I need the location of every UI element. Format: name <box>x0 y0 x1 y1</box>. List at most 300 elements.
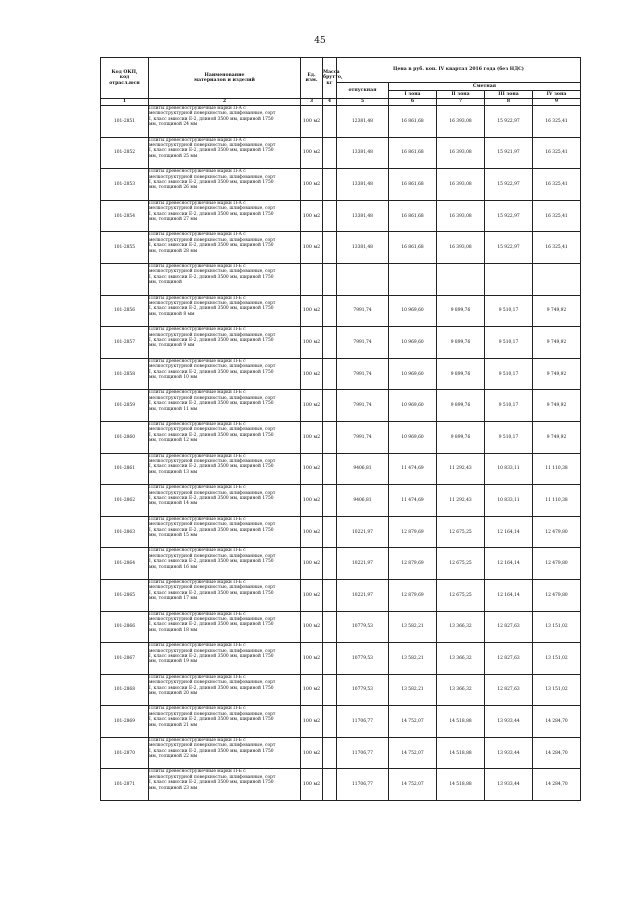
row-price-otpusk: 11706,77 <box>337 769 389 801</box>
row-name-line: Плиты древесностружечные марки П-Б с <box>149 485 246 491</box>
row-name-line: мм, толщиной 15 мм <box>149 532 198 538</box>
row-mass <box>323 390 337 422</box>
table-row <box>101 421 581 453</box>
table-row <box>101 579 581 611</box>
row-name-line: мм, толщиной 16 мм <box>149 564 198 570</box>
row-price-zone-4: 9 749,92 <box>533 327 581 359</box>
row-name-line: I, класс эмиссии Е-2, длиной 3500 мм, шириной 1750 <box>149 432 274 438</box>
row-price-zone-3: 15 921,97 <box>485 137 533 169</box>
row-name <box>149 737 301 769</box>
table-row <box>101 643 581 675</box>
row-name-line: Плиты древесностружечные марки П-Б с <box>149 674 246 680</box>
row-code: 101-2870 <box>101 737 149 769</box>
row-price-zone-4: 9 749,92 <box>533 390 581 422</box>
row-name-line: I, класс эмиссии Е-2, длиной 3500 мм, шириной 1750 <box>149 337 274 343</box>
col-number: 4 <box>323 99 337 106</box>
row-price-zone-2: 11 292,43 <box>437 485 485 517</box>
row-code: 101-2856 <box>101 295 149 327</box>
row-name-line: мм, толщиной 17 мм <box>149 596 198 602</box>
row-name-line: мелкоструктурной поверхностью, шлифованные, сорт <box>149 490 276 496</box>
row-code: 101-2864 <box>101 548 149 580</box>
row-name-line: Плиты древесностружечные марки П-А с <box>149 169 246 175</box>
row-name-line: Плиты древесностружечные марки П-Б с <box>149 516 246 522</box>
row-unit: 100 м2 <box>301 611 323 643</box>
row-name <box>149 327 301 359</box>
table-row <box>101 263 581 295</box>
row-name <box>149 548 301 580</box>
row-unit: 100 м2 <box>301 327 323 359</box>
header-otpusknaya: отпускная <box>337 83 389 99</box>
row-name-line: Плиты древесностружечные марки П-Б с <box>149 327 246 333</box>
table-row <box>101 137 581 169</box>
row-price-otpusk: 10779,53 <box>337 674 389 706</box>
row-code: 101-2853 <box>101 169 149 201</box>
row-name-line: Плиты древесностружечные марки П-Б с <box>149 769 246 775</box>
row-price-zone-1: 16 861,68 <box>389 200 437 232</box>
row-code: 101-2861 <box>101 453 149 485</box>
row-price-otpusk: 9406,81 <box>337 453 389 485</box>
row-price-zone-4: 14 284,70 <box>533 706 581 738</box>
row-price-zone-3: 13 933,44 <box>485 706 533 738</box>
row-name <box>149 263 301 295</box>
row-price-zone-1: 13 582,21 <box>389 611 437 643</box>
row-mass <box>323 453 337 485</box>
row-price-zone-3: 12 164,14 <box>485 516 533 548</box>
row-unit: 100 м2 <box>301 169 323 201</box>
row-name-line: мм, толщиной 14 мм <box>149 501 198 507</box>
row-code: 101-2859 <box>101 390 149 422</box>
row-price-zone-3: 10 833,11 <box>485 453 533 485</box>
row-name-line: Плиты древесностружечные марки П-Б с <box>149 421 246 427</box>
row-name-line: мм, толщиной 12 мм <box>149 438 198 444</box>
row-code: 101-2867 <box>101 643 149 675</box>
row-price-otpusk: 13381,48 <box>337 200 389 232</box>
header-zone-1: I зона <box>389 91 437 99</box>
row-price-zone-4: 12 479,80 <box>533 516 581 548</box>
table-row <box>101 358 581 390</box>
row-name-line: мм, толщиной 13 мм <box>149 469 198 475</box>
row-name-line: мм, толщиной 20 мм <box>149 690 198 696</box>
row-unit: 100 м2 <box>301 358 323 390</box>
row-price-zone-2: 9 899,76 <box>437 421 485 453</box>
row-mass <box>323 232 337 264</box>
row-mass <box>323 706 337 738</box>
row-price-zone-4: 16 325,41 <box>533 169 581 201</box>
row-name-line: Плиты древесностружечные марки П-Б с <box>149 579 246 585</box>
row-mass <box>323 106 337 138</box>
row-price-zone-4: 9 749,92 <box>533 358 581 390</box>
row-price-zone-4: 9 749,92 <box>533 421 581 453</box>
row-name <box>149 232 301 264</box>
row-price-otpusk: 7991,74 <box>337 327 389 359</box>
row-name <box>149 453 301 485</box>
row-name-line: I, класс эмиссии Е-2, длиной 3500 мм, шириной 1750 <box>149 653 274 659</box>
row-name <box>149 200 301 232</box>
row-name-line: мм, толщиной 21 мм <box>149 722 198 728</box>
row-name <box>149 295 301 327</box>
row-price-zone-4: 16 325,41 <box>533 106 581 138</box>
row-name-line: I, класс эмиссии Е-2, длиной 3500 мм, шириной 1750 <box>149 243 274 249</box>
row-price-zone-4: 12 479,80 <box>533 579 581 611</box>
row-price-zone-4: 11 110,38 <box>533 485 581 517</box>
row-price-zone-2: 13 366,32 <box>437 674 485 706</box>
row-price-otpusk: 7991,74 <box>337 295 389 327</box>
row-name <box>149 643 301 675</box>
row-name <box>149 485 301 517</box>
row-price-zone-2: 16 393,08 <box>437 169 485 201</box>
row-unit: 100 м2 <box>301 769 323 801</box>
row-name-line: мм, толщиной 26 мм <box>149 185 198 191</box>
row-name-line: Плиты древесностружечные марки П-Б с <box>149 390 246 396</box>
table-row <box>101 453 581 485</box>
row-price-zone-1: 10 969,60 <box>389 327 437 359</box>
table-row <box>101 169 581 201</box>
row-name-line: I, класс эмиссии Е-2, длиной 3500 мм, шириной 1750 <box>149 780 274 786</box>
row-unit: 100 м2 <box>301 106 323 138</box>
row-mass <box>323 579 337 611</box>
row-name-line: Плиты древесностружечные марки П-Б с <box>149 611 246 617</box>
row-name-line: мелкоструктурной поверхностью, шлифованные, сорт <box>149 111 276 117</box>
row-price-zone-2: 16 393,08 <box>437 106 485 138</box>
row-price-otpusk: 11706,77 <box>337 737 389 769</box>
row-name <box>149 358 301 390</box>
row-price-otpusk: 11706,77 <box>337 706 389 738</box>
row-name-line: I, класс эмиссии Е-2, длиной 3500 мм, шириной 1750 <box>149 274 274 280</box>
row-name-line: мм, толщиной 24 мм <box>149 122 198 128</box>
row-price-zone-2: 13 366,32 <box>437 611 485 643</box>
row-price-zone-2: 11 292,43 <box>437 453 485 485</box>
table-row <box>101 737 581 769</box>
page-number: 45 <box>314 36 326 46</box>
row-code: 101-2869 <box>101 706 149 738</box>
row-name <box>149 106 301 138</box>
row-code: 101-2868 <box>101 674 149 706</box>
row-code: 101-2858 <box>101 358 149 390</box>
row-unit: 100 м2 <box>301 390 323 422</box>
col-number: 2 <box>149 99 301 106</box>
row-name-line: I, класс эмиссии Е-2, длиной 3500 мм, шириной 1750 <box>149 495 274 501</box>
row-unit: 100 м2 <box>301 737 323 769</box>
row-name <box>149 516 301 548</box>
row-price-zone-1: 10 969,60 <box>389 421 437 453</box>
row-name-line: Плиты древесностружечные марки П-А с <box>149 232 246 238</box>
table-row <box>101 327 581 359</box>
row-price-zone-3: 12 827,63 <box>485 674 533 706</box>
header-code: Код ОКП, код отрасл.юсн <box>101 58 149 99</box>
row-name-line: мм, толщиной 23 мм <box>149 785 198 791</box>
table-row <box>101 232 581 264</box>
row-price-zone-3: 9 510,17 <box>485 390 533 422</box>
row-name-line: Плиты древесностружечные марки П-Б с <box>149 706 246 712</box>
table-row <box>101 516 581 548</box>
row-price-zone-4: 16 325,41 <box>533 137 581 169</box>
row-price-zone-4: 9 749,92 <box>533 295 581 327</box>
row-price-zone-1: 14 752,07 <box>389 769 437 801</box>
row-price-zone-2: 12 675,25 <box>437 516 485 548</box>
row-name-line: мелкоструктурной поверхностью, шлифованные, сорт <box>149 395 276 401</box>
table-row <box>101 611 581 643</box>
row-mass <box>323 421 337 453</box>
row-price-zone-1: 16 861,68 <box>389 137 437 169</box>
row-name-line: мелкоструктурной поверхностью, шлифованные, сорт <box>149 711 276 717</box>
row-name-line: мелкоструктурной поверхностью, шлифованные, сорт <box>149 427 276 433</box>
row-name-line: мелкоструктурной поверхностью, шлифованные, сорт <box>149 174 276 180</box>
row-price-zone-3: 12 164,14 <box>485 579 533 611</box>
row-mass <box>323 769 337 801</box>
header-zone-3: III зона <box>485 91 533 99</box>
row-mass <box>323 737 337 769</box>
row-price-zone-2 <box>437 263 485 295</box>
row-name-line: мм, толщиной 10 мм <box>149 374 198 380</box>
row-name-line: I, класс эмиссии Е-2, длиной 3500 мм, шириной 1750 <box>149 148 274 154</box>
row-price-zone-1: 16 861,68 <box>389 169 437 201</box>
row-unit: 100 м2 <box>301 674 323 706</box>
row-name-line: I, класс эмиссии Е-2, длиной 3500 мм, шириной 1750 <box>149 180 274 185</box>
row-name-line: мм, толщиной 25 мм <box>149 153 198 159</box>
row-mass <box>323 643 337 675</box>
row-name-line: Плиты древесностружечные марки П-Б с <box>149 295 246 301</box>
row-name-line: I, класс эмиссии Е-2, длиной 3500 мм, шириной 1750 <box>149 590 274 596</box>
row-code <box>101 263 149 295</box>
row-price-otpusk: 7991,74 <box>337 358 389 390</box>
row-price-zone-3: 9 510,17 <box>485 358 533 390</box>
row-price-zone-3: 9 510,17 <box>485 327 533 359</box>
row-name-line: мелкоструктурной поверхностью, шлифованные, сорт <box>149 648 276 654</box>
row-price-zone-4: 14 284,70 <box>533 737 581 769</box>
row-name <box>149 169 301 201</box>
row-price-zone-2: 13 366,32 <box>437 643 485 675</box>
row-name-line: I, класс эмиссии Е-2, длиной 3500 мм, шириной 1750 <box>149 685 274 691</box>
row-name-line: мелкоструктурной поверхностью, шлифованные, сорт <box>149 585 276 591</box>
row-name-line: мм, толщиной 18 мм <box>149 627 198 633</box>
row-name-line: мм, толщиной 19 мм <box>149 659 198 665</box>
col-number: 6 <box>389 99 437 106</box>
row-code: 101-2855 <box>101 232 149 264</box>
row-mass <box>323 611 337 643</box>
row-price-zone-3: 15 922,97 <box>485 106 533 138</box>
row-name-line: мелкоструктурной поверхностью, шлифованные, сорт <box>149 458 276 464</box>
row-name <box>149 769 301 801</box>
row-name-line: I, класс эмиссии Е-2, длиной 3500 мм, шириной 1750 <box>149 401 274 407</box>
row-price-otpusk: 12381,48 <box>337 106 389 138</box>
row-price-zone-2: 9 899,76 <box>437 327 485 359</box>
row-name-line: Плиты древесностружечные марки П-А с <box>149 137 246 143</box>
col-number: 5 <box>337 99 389 106</box>
header-mass: Масса брутто, кг <box>323 58 337 99</box>
row-name-line: I, класс эмиссии Е-2, длиной 3500 мм, шириной 1750 <box>149 559 274 565</box>
row-price-zone-2: 9 899,76 <box>437 390 485 422</box>
row-price-zone-3: 12 827,63 <box>485 643 533 675</box>
row-price-zone-3: 15 922,97 <box>485 200 533 232</box>
row-unit: 100 м2 <box>301 232 323 264</box>
row-price-otpusk <box>337 263 389 295</box>
row-price-zone-4: 12 479,80 <box>533 548 581 580</box>
row-price-otpusk: 13381,48 <box>337 169 389 201</box>
row-name-line: мелкоструктурной поверхностью, шлифованные, сорт <box>149 680 276 686</box>
row-code: 101-2862 <box>101 485 149 517</box>
col-number: 7 <box>437 99 485 106</box>
header-zone-4: IV зона <box>533 91 581 99</box>
row-price-zone-1: 11 474,69 <box>389 485 437 517</box>
row-price-zone-2: 14 518,88 <box>437 769 485 801</box>
row-name-line: мм, толщиной 27 мм <box>149 217 198 222</box>
row-name-line: мм, толщиной 28 мм <box>149 248 198 254</box>
row-unit: 100 м2 <box>301 706 323 738</box>
row-price-zone-3: 15 922,97 <box>485 232 533 264</box>
row-name-line: I, класс эмиссии Е-2, длиной 3500 мм, шириной 1750 <box>149 464 274 470</box>
row-name-line: Плиты древесностружечные марки П-Б с <box>149 643 246 649</box>
row-price-otpusk: 10221,97 <box>337 516 389 548</box>
row-price-otpusk: 10221,97 <box>337 548 389 580</box>
row-name-line: мм, толщиной 11 мм <box>149 406 198 412</box>
row-name-line: Плиты древесностружечные марки П-Б с <box>149 737 246 743</box>
row-price-zone-1: 10 969,60 <box>389 295 437 327</box>
row-code: 101-2860 <box>101 421 149 453</box>
row-price-otpusk: 10779,53 <box>337 643 389 675</box>
row-mass <box>323 516 337 548</box>
row-price-zone-4: 16 325,41 <box>533 232 581 264</box>
row-name-line: мелкоструктурной поверхностью, шлифованные, сорт <box>149 237 276 243</box>
row-code: 101-2857 <box>101 327 149 359</box>
row-name-line: I, класс эмиссии Е-2, длиной 3500 мм, шириной 1750 <box>149 622 274 628</box>
row-price-zone-2: 12 675,25 <box>437 548 485 580</box>
row-price-zone-3: 9 510,17 <box>485 421 533 453</box>
header-zone-2: II зона <box>437 91 485 99</box>
row-price-zone-2: 9 899,76 <box>437 295 485 327</box>
row-name <box>149 611 301 643</box>
row-name <box>149 579 301 611</box>
row-name-line: мм, толщиной 8 мм <box>149 311 195 317</box>
row-price-otpusk: 13381,48 <box>337 137 389 169</box>
row-price-zone-1: 10 969,60 <box>389 358 437 390</box>
row-name-line: мелкоструктурной поверхностью, шлифованные, сорт <box>149 743 276 749</box>
col-number: 8 <box>485 99 533 106</box>
row-price-zone-4: 13 151,02 <box>533 643 581 675</box>
row-mass <box>323 169 337 201</box>
table-row <box>101 769 581 801</box>
row-name-line: Плиты древесностружечные марки П-А с <box>149 106 246 111</box>
row-name-line: Плиты древесностружечные марки П-Б с <box>149 263 246 269</box>
row-name-line: мм, толщиной 22 мм <box>149 754 198 760</box>
table-row <box>101 485 581 517</box>
row-price-zone-3: 10 833,11 <box>485 485 533 517</box>
row-mass <box>323 485 337 517</box>
row-mass <box>323 137 337 169</box>
header-smetnaya: Сметная <box>389 83 581 91</box>
row-unit: 100 м2 <box>301 485 323 517</box>
row-name <box>149 674 301 706</box>
row-code: 101-2865 <box>101 579 149 611</box>
row-price-zone-3: 9 510,17 <box>485 295 533 327</box>
row-price-zone-3: 12 164,14 <box>485 548 533 580</box>
row-price-otpusk: 10779,53 <box>337 611 389 643</box>
header-name: Наименование материалов и изделий <box>149 58 301 99</box>
row-name <box>149 390 301 422</box>
row-price-zone-4: 16 325,41 <box>533 200 581 232</box>
row-unit: 100 м2 <box>301 579 323 611</box>
row-price-zone-1: 16 861,68 <box>389 232 437 264</box>
row-price-zone-2: 14 518,88 <box>437 706 485 738</box>
row-name <box>149 137 301 169</box>
row-name-line: мелкоструктурной поверхностью, шлифованные, сорт <box>149 364 276 370</box>
row-mass <box>323 358 337 390</box>
col-number: 9 <box>533 99 581 106</box>
row-price-zone-3: 13 933,44 <box>485 769 533 801</box>
row-name-line: мелкоструктурной поверхностью, шлифованные, сорт <box>149 774 276 780</box>
row-price-zone-4: 14 284,70 <box>533 769 581 801</box>
row-mass <box>323 327 337 359</box>
row-name-line: I, класс эмиссии Е-2, длиной 3500 мм, шириной 1750 <box>149 717 274 723</box>
row-price-zone-1 <box>389 263 437 295</box>
row-name-line: мелкоструктурной поверхностью, шлифованные, сорт <box>149 522 276 528</box>
row-name <box>149 421 301 453</box>
row-price-zone-1: 13 582,21 <box>389 643 437 675</box>
row-price-zone-1: 12 879,69 <box>389 548 437 580</box>
row-unit: 100 м2 <box>301 295 323 327</box>
row-price-zone-2: 12 675,25 <box>437 579 485 611</box>
row-name-line: I, класс эмиссии Е-2, длиной 3500 мм, шириной 1750 <box>149 748 274 754</box>
row-name-line: I, класс эмиссии Е-2, длиной 3500 мм, шириной 1750 <box>149 306 274 312</box>
header-price-title: Цена в руб. коп. IV квартал 2016 года (без НДС) <box>337 58 581 83</box>
row-name-line: мелкоструктурной поверхностью, шлифованные, сорт <box>149 332 276 338</box>
row-unit <box>301 263 323 295</box>
row-price-zone-1: 12 879,69 <box>389 516 437 548</box>
row-name-line: мелкоструктурной поверхностью, шлифованные, сорт <box>149 143 276 148</box>
row-name-line: I, класс эмиссии Е-2, длиной 3500 мм, шириной 1750 <box>149 527 274 533</box>
row-mass <box>323 674 337 706</box>
row-price-zone-1: 16 861,68 <box>389 106 437 138</box>
row-mass <box>323 295 337 327</box>
header-unit: Ед. изм. <box>301 58 323 99</box>
row-price-otpusk: 7991,74 <box>337 421 389 453</box>
row-price-zone-2: 9 899,76 <box>437 358 485 390</box>
row-code: 101-2851 <box>101 106 149 138</box>
row-name-line: Плиты древесностружечные марки П-Б с <box>149 453 246 459</box>
row-price-zone-3: 12 827,63 <box>485 611 533 643</box>
row-name <box>149 706 301 738</box>
row-unit: 100 м2 <box>301 643 323 675</box>
row-price-zone-1: 13 582,21 <box>389 674 437 706</box>
row-name-line: I, класс эмиссии Е-2, длиной 3500 мм, шириной 1750 <box>149 211 274 217</box>
table-row <box>101 200 581 232</box>
row-mass <box>323 200 337 232</box>
row-price-zone-4 <box>533 263 581 295</box>
row-unit: 100 м2 <box>301 200 323 232</box>
row-price-zone-1: 14 752,07 <box>389 737 437 769</box>
table-row <box>101 390 581 422</box>
row-code: 101-2871 <box>101 769 149 801</box>
row-price-zone-3: 15 922,97 <box>485 169 533 201</box>
row-name-line: Плиты древесностружечные марки П-Б с <box>149 358 246 364</box>
row-name-line: I, класс эмиссии Е-2, длиной 3500 мм, шириной 1750 <box>149 369 274 375</box>
row-unit: 100 м2 <box>301 137 323 169</box>
row-price-zone-4: 11 110,38 <box>533 453 581 485</box>
row-unit: 100 м2 <box>301 453 323 485</box>
row-mass <box>323 548 337 580</box>
row-code: 101-2863 <box>101 516 149 548</box>
row-name-line: мелкоструктурной поверхностью, шлифованные, сорт <box>149 269 276 275</box>
row-name-line: мелкоструктурной поверхностью, шлифованные, сорт <box>149 553 276 559</box>
row-name-line: мм, толщиной 9 мм <box>149 343 195 349</box>
price-table <box>100 57 581 801</box>
row-unit: 100 м2 <box>301 421 323 453</box>
row-price-zone-2: 14 518,88 <box>437 737 485 769</box>
row-mass <box>323 263 337 295</box>
row-price-zone-3 <box>485 263 533 295</box>
table-row <box>101 548 581 580</box>
table-row <box>101 106 581 138</box>
row-code: 101-2854 <box>101 200 149 232</box>
